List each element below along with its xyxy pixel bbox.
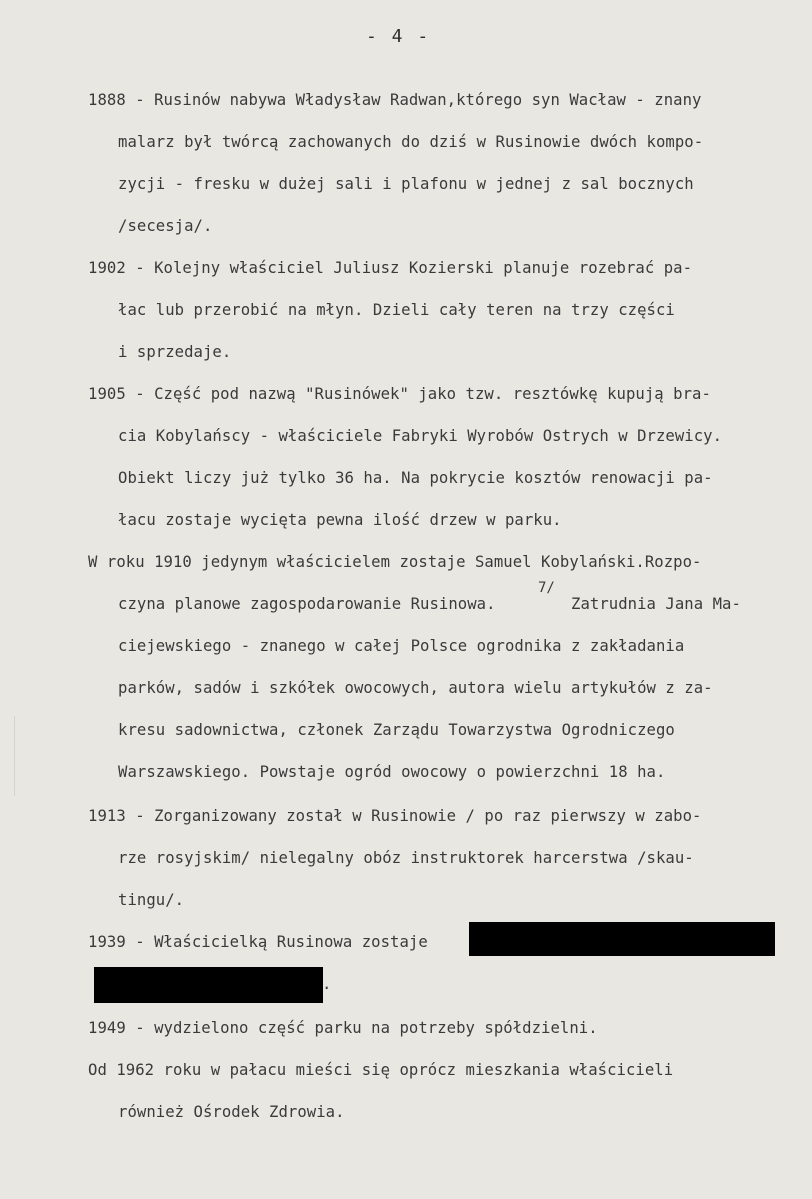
text-line: i sprzedaje. [118,343,232,361]
redaction-box [94,967,323,1003]
text-line: tingu/. [118,891,185,909]
page-number: - 4 - [366,26,431,47]
text-line: W roku 1910 jedynym właścicielem zostaje Samuel Kobylański.Rozpo- [88,553,702,571]
text-line: 1888 - Rusinów nabywa Władysław Radwan,którego syn Wacław - znany [88,91,702,109]
text-line: łac lub przerobić na młyn. Dzieli cały teren na trzy części [118,301,675,319]
text-line: ciejewskiego - znanego w całej Polsce ogrodnika z zakładania [118,637,685,655]
text-line: Obiekt liczy już tylko 36 ha. Na pokrycie kosztów renowacji pa- [118,469,713,487]
text-line: 1939 - Właścicielką Rusinowa zostaje [88,933,428,951]
text-line: . [322,975,332,993]
text-line: kresu sadownictwa, członek Zarządu Towarzystwa Ogrodniczego [118,721,675,739]
text-line: 1902 - Kolejny właściciel Juliusz Kozierski planuje rozebrać pa- [88,259,693,277]
paper-fold-mark [0,716,15,805]
text-line: Zatrudnia Jana Ma- [571,595,741,613]
text-line: 1905 - Część pod nazwą "Rusinówek" jako tzw. resztówkę kupują bra- [88,385,711,403]
text-line: zycji - fresku w dużej sali i plafonu w jednej z sal bocznych [118,175,694,193]
text-line: Warszawskiego. Powstaje ogród owocowy o powierzchni 18 ha. [118,763,666,781]
text-line: czyna planowe zagospodarowanie Rusinowa. [118,595,496,613]
text-line: 1913 - Zorganizowany został w Rusinowie / po raz pierwszy w zabo- [88,807,702,825]
text-line: łacu zostaje wycięta pewna ilość drzew w parku. [118,511,562,529]
text-line: 1949 - wydzielono część parku na potrzeby spółdzielni. [88,1019,598,1037]
text-line: również Ośrodek Zdrowia. [118,1103,345,1121]
text-line: rze rosyjskim/ nielegalny obóz instruktorek harcerstwa /skau- [118,849,694,867]
text-line: cia Kobylańscy - właściciele Fabryki Wyrobów Ostrych w Drzewicy. [118,427,723,445]
text-line: /secesja/. [118,217,213,235]
text-line: malarz był twórcą zachowanych do dziś w Rusinowie dwóch kompo- [118,133,704,151]
redaction-box [469,922,775,956]
footnote-reference: 7/ [538,580,555,596]
text-line: parków, sadów i szkółek owocowych, autora wielu artykułów z za- [118,679,713,697]
text-line: Od 1962 roku w pałacu mieści się oprócz mieszkania właścicieli [88,1061,674,1079]
